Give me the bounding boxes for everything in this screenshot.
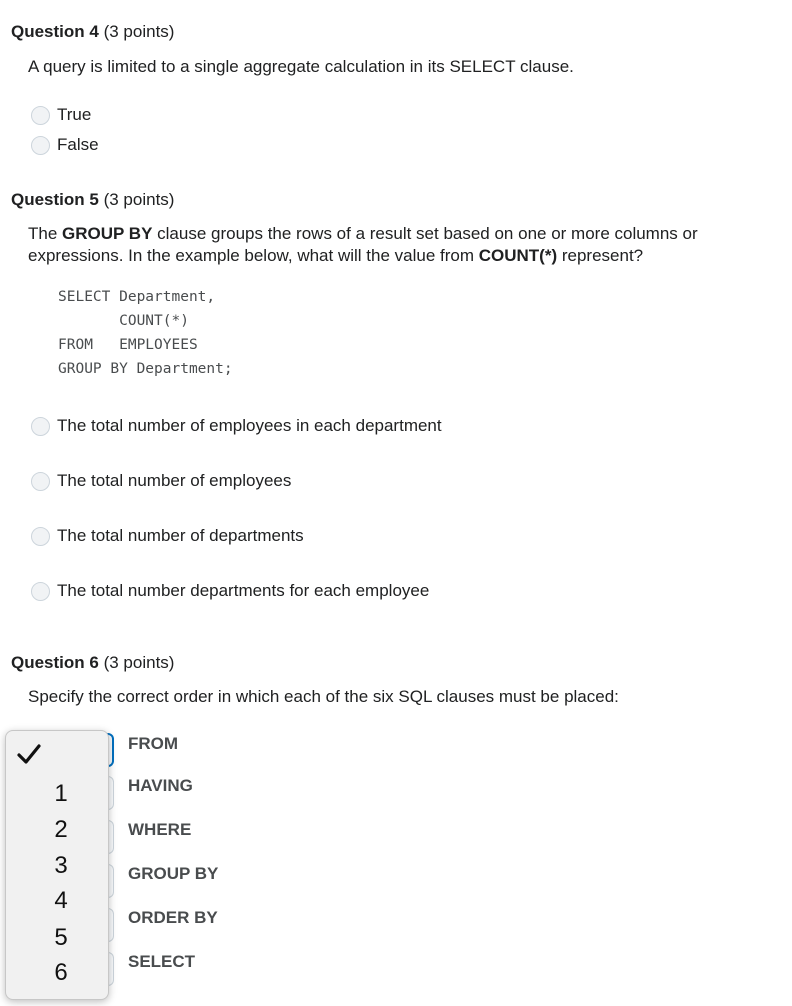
clause-label-where: WHERE — [128, 820, 192, 839]
clause-label-group-by: GROUP BY — [128, 864, 219, 883]
question-number: Question 6 — [11, 653, 99, 672]
question-5-header — [11, 190, 174, 210]
radio-button[interactable] — [31, 527, 50, 546]
option-label: The total number of departments — [57, 526, 304, 545]
order-dropdown-menu[interactable] — [5, 730, 109, 1000]
dropdown-option-2[interactable]: 2 — [54, 816, 68, 843]
radio-button[interactable] — [31, 136, 50, 155]
q5-option-4[interactable] — [31, 581, 429, 601]
q5-option-1[interactable] — [31, 416, 442, 436]
option-label: The total number of employees in each department — [57, 416, 442, 435]
clause-label-select: SELECT — [128, 952, 196, 971]
clause-label-from: FROM — [128, 734, 179, 753]
question-number: Question 5 — [11, 190, 99, 209]
question-number: Question 4 — [11, 22, 99, 41]
question-4-header — [11, 22, 174, 42]
question-6-header — [11, 653, 174, 673]
radio-button[interactable] — [31, 106, 50, 125]
question-points: (3 points) — [103, 653, 175, 672]
q4-option-true[interactable] — [31, 105, 91, 125]
q5-option-2[interactable] — [31, 471, 291, 491]
question-points: (3 points) — [103, 22, 175, 41]
text-bold-segment: GROUP BY — [62, 224, 153, 243]
q5-option-3[interactable] — [31, 526, 304, 546]
text-segment: The — [28, 224, 63, 243]
dropdown-option-4[interactable]: 4 — [54, 887, 68, 914]
radio-button[interactable] — [31, 417, 50, 436]
option-label: The total number of employees — [57, 471, 292, 490]
option-label: False — [57, 135, 99, 154]
option-label: True — [57, 105, 92, 124]
question-5-text — [28, 223, 758, 267]
dropdown-option-1[interactable]: 1 — [54, 780, 68, 807]
clause-label-order-by: ORDER BY — [128, 908, 218, 927]
text-segment: clause groups the rows of a result set based on one or more columns or expressions. In the example below, what will the value from — [28, 224, 698, 265]
question-6-text: Specify the correct order in which each of the six SQL clauses must be placed: — [28, 687, 619, 706]
option-label: The total number departments for each employee — [57, 581, 430, 600]
radio-button[interactable] — [31, 582, 50, 601]
question-4-text: A query is limited to a single aggregate calculation in its SELECT clause. — [28, 57, 574, 76]
text-bold-segment: COUNT(*) — [478, 246, 558, 265]
checkmark-icon[interactable] — [16, 741, 42, 772]
sql-code-sample: SELECT Department, COUNT(*) FROM EMPLOYEES GROUP BY Department; — [58, 289, 233, 377]
clause-label-having: HAVING — [128, 776, 193, 795]
q4-option-false[interactable] — [31, 135, 99, 155]
dropdown-option-6[interactable]: 6 — [54, 959, 68, 986]
text-segment: represent? — [557, 246, 644, 265]
dropdown-option-3[interactable]: 3 — [54, 852, 68, 879]
dropdown-option-5[interactable]: 5 — [54, 924, 68, 951]
question-points: (3 points) — [103, 190, 175, 209]
radio-button[interactable] — [31, 472, 50, 491]
